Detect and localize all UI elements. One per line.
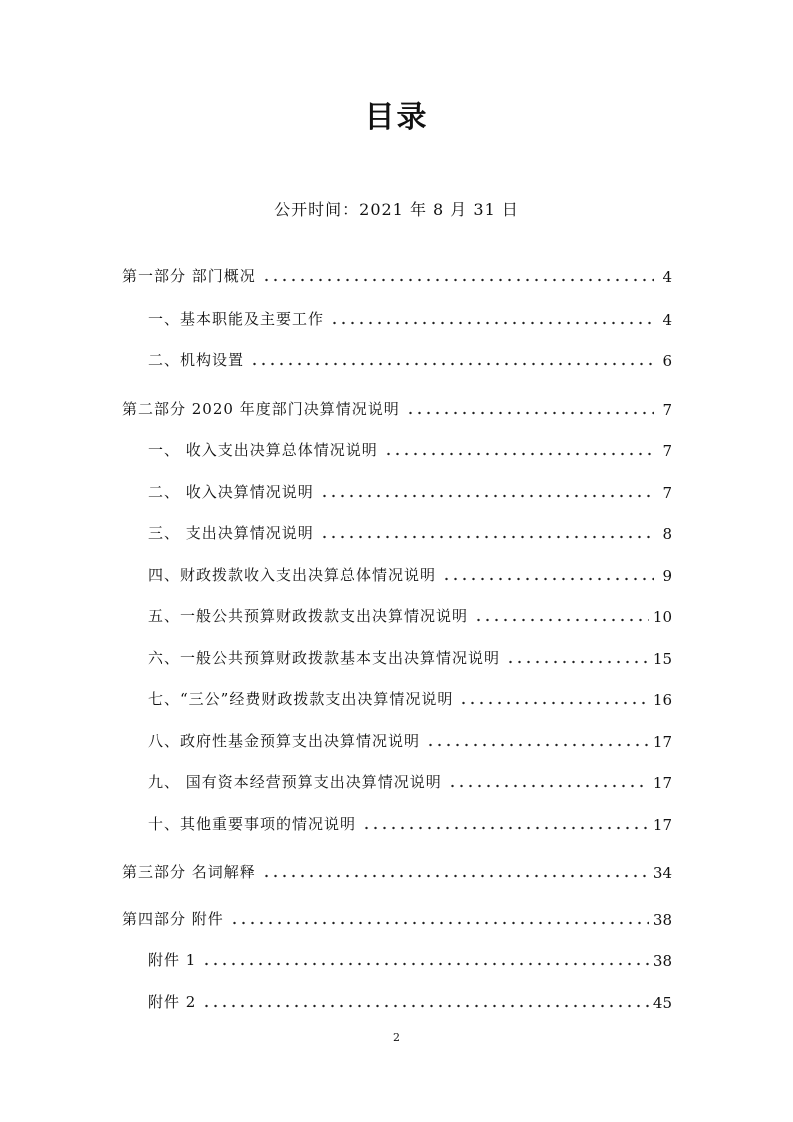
toc-entry-label: 七、“三公”经费财政拨款支出决算情况说明 — [148, 690, 454, 708]
page-title: 目录 — [364, 100, 429, 135]
toc-entry-2-8[interactable] — [148, 727, 672, 751]
toc-entry-2-4[interactable] — [148, 561, 672, 585]
toc-entry-part4[interactable] — [122, 905, 672, 929]
toc-leader-dots — [474, 618, 649, 622]
toc-entry-page: 38 — [652, 911, 672, 929]
toc-entry-page: 4 — [662, 268, 672, 286]
toc-entry-label: 四、财政拨款收入支出决算总体情况说明 — [148, 566, 437, 584]
toc-entry-4-2[interactable] — [148, 988, 672, 1012]
toc-entry-page: 4 — [662, 311, 672, 329]
toc-entry-page: 17 — [652, 733, 672, 751]
toc-leader-dots — [442, 577, 654, 581]
toc-entry-4-1[interactable] — [148, 946, 672, 970]
toc-entry-page: 6 — [662, 352, 672, 370]
toc-entry-part2[interactable] — [122, 395, 672, 419]
toc-entry-page: 34 — [652, 864, 672, 882]
toc-entry-page: 16 — [652, 691, 672, 709]
toc-leader-dots — [459, 701, 649, 705]
toc-leader-dots — [506, 660, 649, 664]
toc-entry-1-2[interactable] — [148, 346, 672, 370]
toc-leader-dots — [320, 535, 654, 539]
toc-entry-label: 六、一般公共预算财政拨款基本支出决算情况说明 — [148, 649, 501, 667]
toc-entry-page: 9 — [662, 567, 672, 585]
toc-entry-label: 第二部分 2020 年度部门决算情况说明 — [122, 400, 400, 418]
toc-entry-2-2[interactable] — [148, 478, 672, 502]
toc-entry-label: 第一部分 部门概况 — [122, 267, 256, 285]
toc-entry-2-9[interactable] — [148, 768, 672, 792]
toc-leader-dots — [426, 743, 649, 747]
toc-entry-page: 7 — [662, 401, 672, 419]
publish-date: 公开时间：2021 年 8 月 31 日 — [274, 200, 519, 219]
toc-leader-dots — [320, 494, 654, 498]
toc-entry-2-6[interactable] — [148, 644, 672, 668]
toc-entry-label: 附件 2 — [148, 993, 197, 1011]
toc-entry-label: 一、 收入支出决算总体情况说明 — [148, 441, 378, 459]
toc-entry-page: 7 — [662, 442, 672, 460]
toc-entry-part1[interactable] — [122, 262, 672, 286]
toc-leader-dots — [250, 362, 654, 366]
toc-leader-dots — [448, 784, 649, 788]
toc-leader-dots — [230, 921, 649, 925]
toc-entry-label: 八、政府性基金预算支出决算情况说明 — [148, 732, 421, 750]
toc-entry-part3[interactable] — [122, 858, 672, 882]
toc-leader-dots — [330, 321, 654, 325]
toc-entry-2-10[interactable] — [148, 810, 672, 834]
toc-entry-label: 第三部分 名词解释 — [122, 863, 256, 881]
toc-entry-label: 二、 收入决算情况说明 — [148, 483, 314, 501]
toc-entry-label: 十、其他重要事项的情况说明 — [148, 815, 357, 833]
toc-leader-dots — [262, 874, 649, 878]
toc-entry-2-7[interactable] — [148, 685, 672, 709]
toc-leader-dots — [362, 826, 649, 830]
toc-entry-label: 九、 国有资本经营预算支出决算情况说明 — [148, 773, 442, 791]
page-number: 2 — [393, 1031, 400, 1044]
toc-entry-page: 7 — [662, 484, 672, 502]
toc-entry-page: 17 — [652, 774, 672, 792]
toc-entry-page: 17 — [652, 816, 672, 834]
toc-leader-dots — [202, 1004, 649, 1008]
toc-entry-page: 10 — [652, 608, 672, 626]
toc-entry-label: 二、机构设置 — [148, 351, 245, 369]
toc-entry-page: 45 — [652, 994, 672, 1012]
toc-entry-label: 附件 1 — [148, 951, 197, 969]
toc-entry-page: 38 — [652, 952, 672, 970]
toc-entry-page: 15 — [652, 650, 672, 668]
toc-entry-label: 三、 支出决算情况说明 — [148, 524, 314, 542]
toc-entry-2-3[interactable] — [148, 519, 672, 543]
toc-leader-dots — [406, 411, 654, 415]
toc-leader-dots — [384, 452, 654, 456]
toc-entry-1-1[interactable] — [148, 305, 672, 329]
toc-entry-label: 一、基本职能及主要工作 — [148, 310, 325, 328]
toc-entry-2-5[interactable] — [148, 602, 672, 626]
toc-leader-dots — [262, 278, 654, 282]
toc-leader-dots — [202, 962, 649, 966]
toc-entry-page: 8 — [662, 525, 672, 543]
toc-entry-label: 五、一般公共预算财政拨款支出决算情况说明 — [148, 607, 469, 625]
toc-entry-2-1[interactable] — [148, 436, 672, 460]
toc-entry-label: 第四部分 附件 — [122, 910, 224, 928]
